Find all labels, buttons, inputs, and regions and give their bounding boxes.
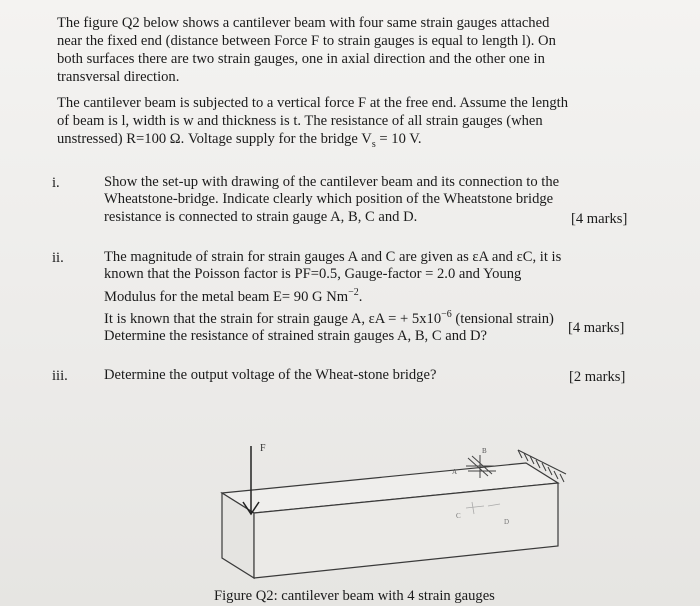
supply-value: = 10 V.: [375, 131, 422, 147]
strain-exponent: −6: [441, 309, 452, 321]
question-1-line-2: Wheatstone-bridge. Indicate clearly which position of the Wheatstone bridge: [104, 191, 554, 208]
question-2-line-3: Modulus for the metal beam E= 90 G $Nm^{-2}$.: [104, 286, 363, 305]
force-label: F: [260, 443, 266, 454]
question-1-text: [104, 174, 652, 226]
question-2-marks: [4 marks]: [568, 320, 625, 336]
question-1-marks: [4 marks]: [571, 211, 628, 227]
setup-paragraph: [57, 94, 657, 154]
setup-line-3-text: unstressed) R=100 Ω. Voltage supply for the bridge V: [57, 131, 372, 147]
setup-line-1: The cantilever beam is subjected to a vertical force F at the free end. Assume the length: [57, 95, 568, 111]
intro-line-3: both surfaces there are two strain gauges, one in axial direction and the other one in: [57, 51, 545, 67]
question-2-line-4-text: It is known that the strain for strain gauge A, εA = + 5x10: [104, 310, 442, 327]
nm-exponent: −2: [348, 286, 359, 298]
question-3-number: iii.: [52, 368, 68, 384]
gauge-label-b: B: [482, 447, 487, 455]
question-3-line-1: Determine the output voltage of the Wheat-stone bridge?: [104, 367, 437, 383]
gauge-label-c: C: [456, 512, 461, 520]
figure-caption: Figure Q2: cantilever beam with 4 strain gauges: [214, 588, 495, 604]
gauge-label-d: D: [504, 518, 510, 526]
supply-subscript: s: [371, 138, 376, 150]
intro-line-4: transversal direction.: [57, 69, 180, 85]
setup-line-2: of beam is l, width is w and thickness is t. The resistance of all strain gauges (when: [57, 113, 543, 129]
question-1-line-1: Show the set-up with drawing of the cantilever beam and its connection to the: [104, 174, 560, 190]
intro-line-2: near the fixed end (distance between Force F to strain gauges is equal to length l). On: [57, 33, 556, 49]
question-2-line-1: The magnitude of strain for strain gauges A and C are given as εA and εC, it is: [104, 249, 562, 265]
question-2-line-4-tail: (tensional strain): [451, 310, 554, 327]
question-2-line-2: known that the Poisson factor is PF=0.5, Gauge-factor = 2.0 and Young: [104, 266, 522, 283]
question-2-line-5: Determine the resistance of strained strain gauges A, B, C and D?: [104, 328, 487, 345]
intro-paragraph: [57, 14, 657, 86]
question-2-line-3-text: Modulus for the metal beam E= 90 G Nm: [104, 288, 349, 305]
question-3-marks: [2 marks]: [569, 369, 626, 385]
intro-line-1: The figure Q2 below shows a cantilever beam with four same strain gauges attached: [57, 15, 550, 31]
question-2-number: ii.: [52, 250, 64, 266]
gauge-label-a: A: [452, 468, 458, 476]
question-1-line-3: resistance is connected to strain gauge A, B, C and D.: [104, 208, 418, 225]
cantilever-beam-figure: [200, 428, 580, 598]
setup-line-3: [57, 130, 657, 154]
question-1-number: i.: [52, 175, 60, 191]
